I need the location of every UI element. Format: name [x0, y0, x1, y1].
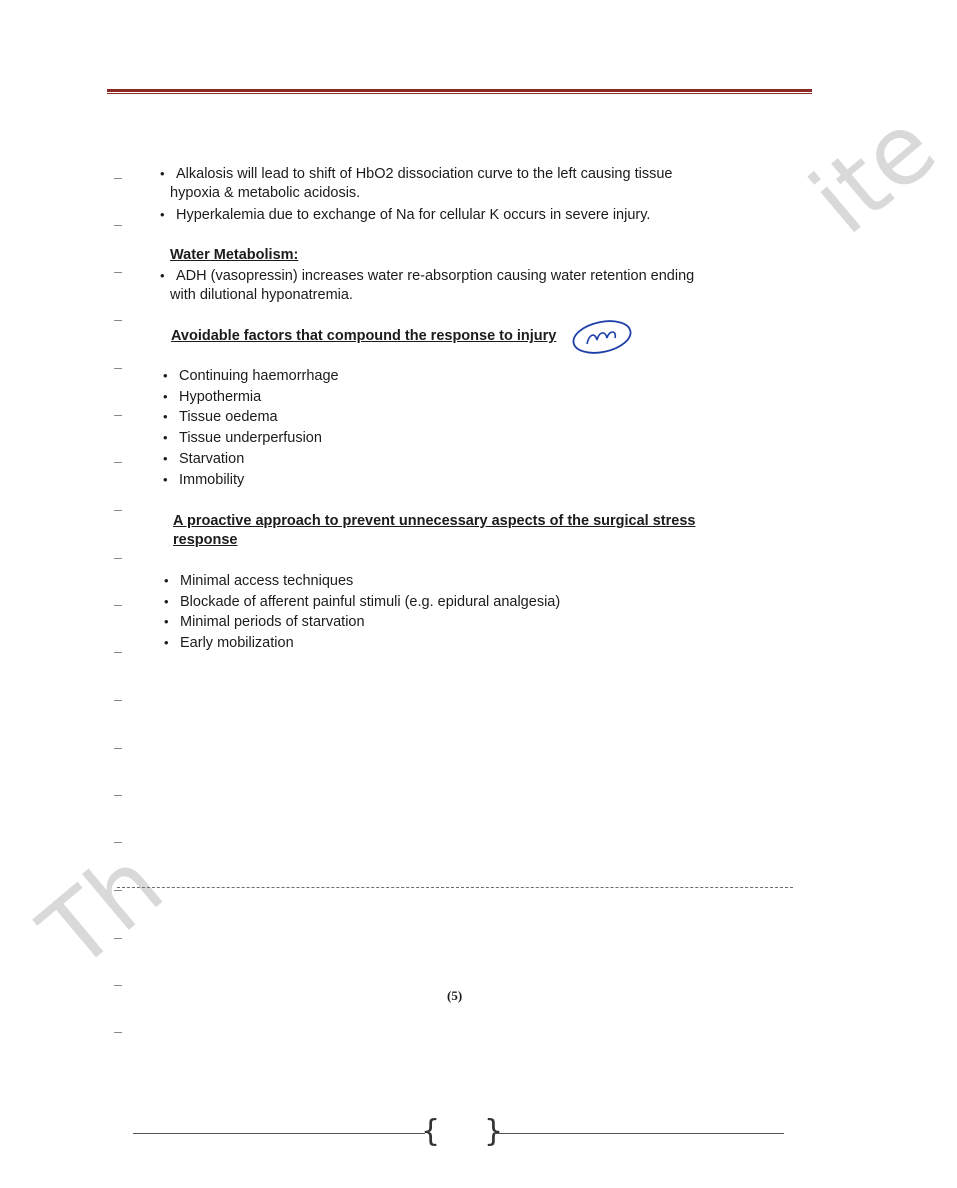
- footer-rule-left: [133, 1133, 425, 1134]
- scan-separator-line: [117, 887, 793, 888]
- bullet-adh: • ADH (vasopressin) increases water re-absorption causing water retention ending: [160, 267, 694, 285]
- watermark-right: ite: [790, 90, 957, 256]
- bullet-alkalosis-continued: hypoxia & metabolic acidosis.: [170, 185, 361, 201]
- list-item: • Tissue oedema: [163, 408, 278, 426]
- heading-proactive-approach-continued: response: [173, 532, 238, 548]
- watermark-left: Th: [20, 828, 184, 991]
- footer-rule-right: [494, 1133, 784, 1134]
- list-item: • Immobility: [163, 471, 244, 489]
- header-rule: [107, 89, 812, 94]
- bullet-hyperkalemia: • Hyperkalemia due to exchange of Na for cellular K occurs in severe injury.: [160, 206, 650, 224]
- footer-brace-right: }: [484, 1114, 504, 1149]
- heading-avoidable-factors: Avoidable factors that compound the response to injury: [171, 328, 557, 344]
- bullet-adh-continued: with dilutional hyponatremia.: [170, 287, 353, 303]
- heading-water-metabolism: Water Metabolism:: [170, 247, 299, 263]
- heading-proactive-approach: A proactive approach to prevent unnecessary aspects of the surgical stress: [173, 513, 696, 529]
- list-item: • Hypothermia: [163, 388, 261, 406]
- list-item: • Starvation: [163, 450, 244, 468]
- list-item: • Continuing haemorrhage: [163, 367, 339, 385]
- bullet-alkalosis: • Alkalosis will lead to shift of HbO2 dissociation curve to the left causing tissue: [160, 165, 672, 183]
- page-number: (5): [447, 988, 463, 1003]
- handwritten-scribble: [571, 318, 635, 356]
- scan-margin-ticks: [114, 150, 126, 1050]
- list-item: • Early mobilization: [164, 634, 294, 652]
- footer-brace-left: {: [421, 1114, 441, 1149]
- list-item: • Minimal access techniques: [164, 572, 353, 590]
- list-item: • Blockade of afferent painful stimuli (e.g. epidural analgesia): [164, 593, 560, 611]
- list-item: • Minimal periods of starvation: [164, 613, 365, 631]
- list-item: • Tissue underperfusion: [163, 429, 322, 447]
